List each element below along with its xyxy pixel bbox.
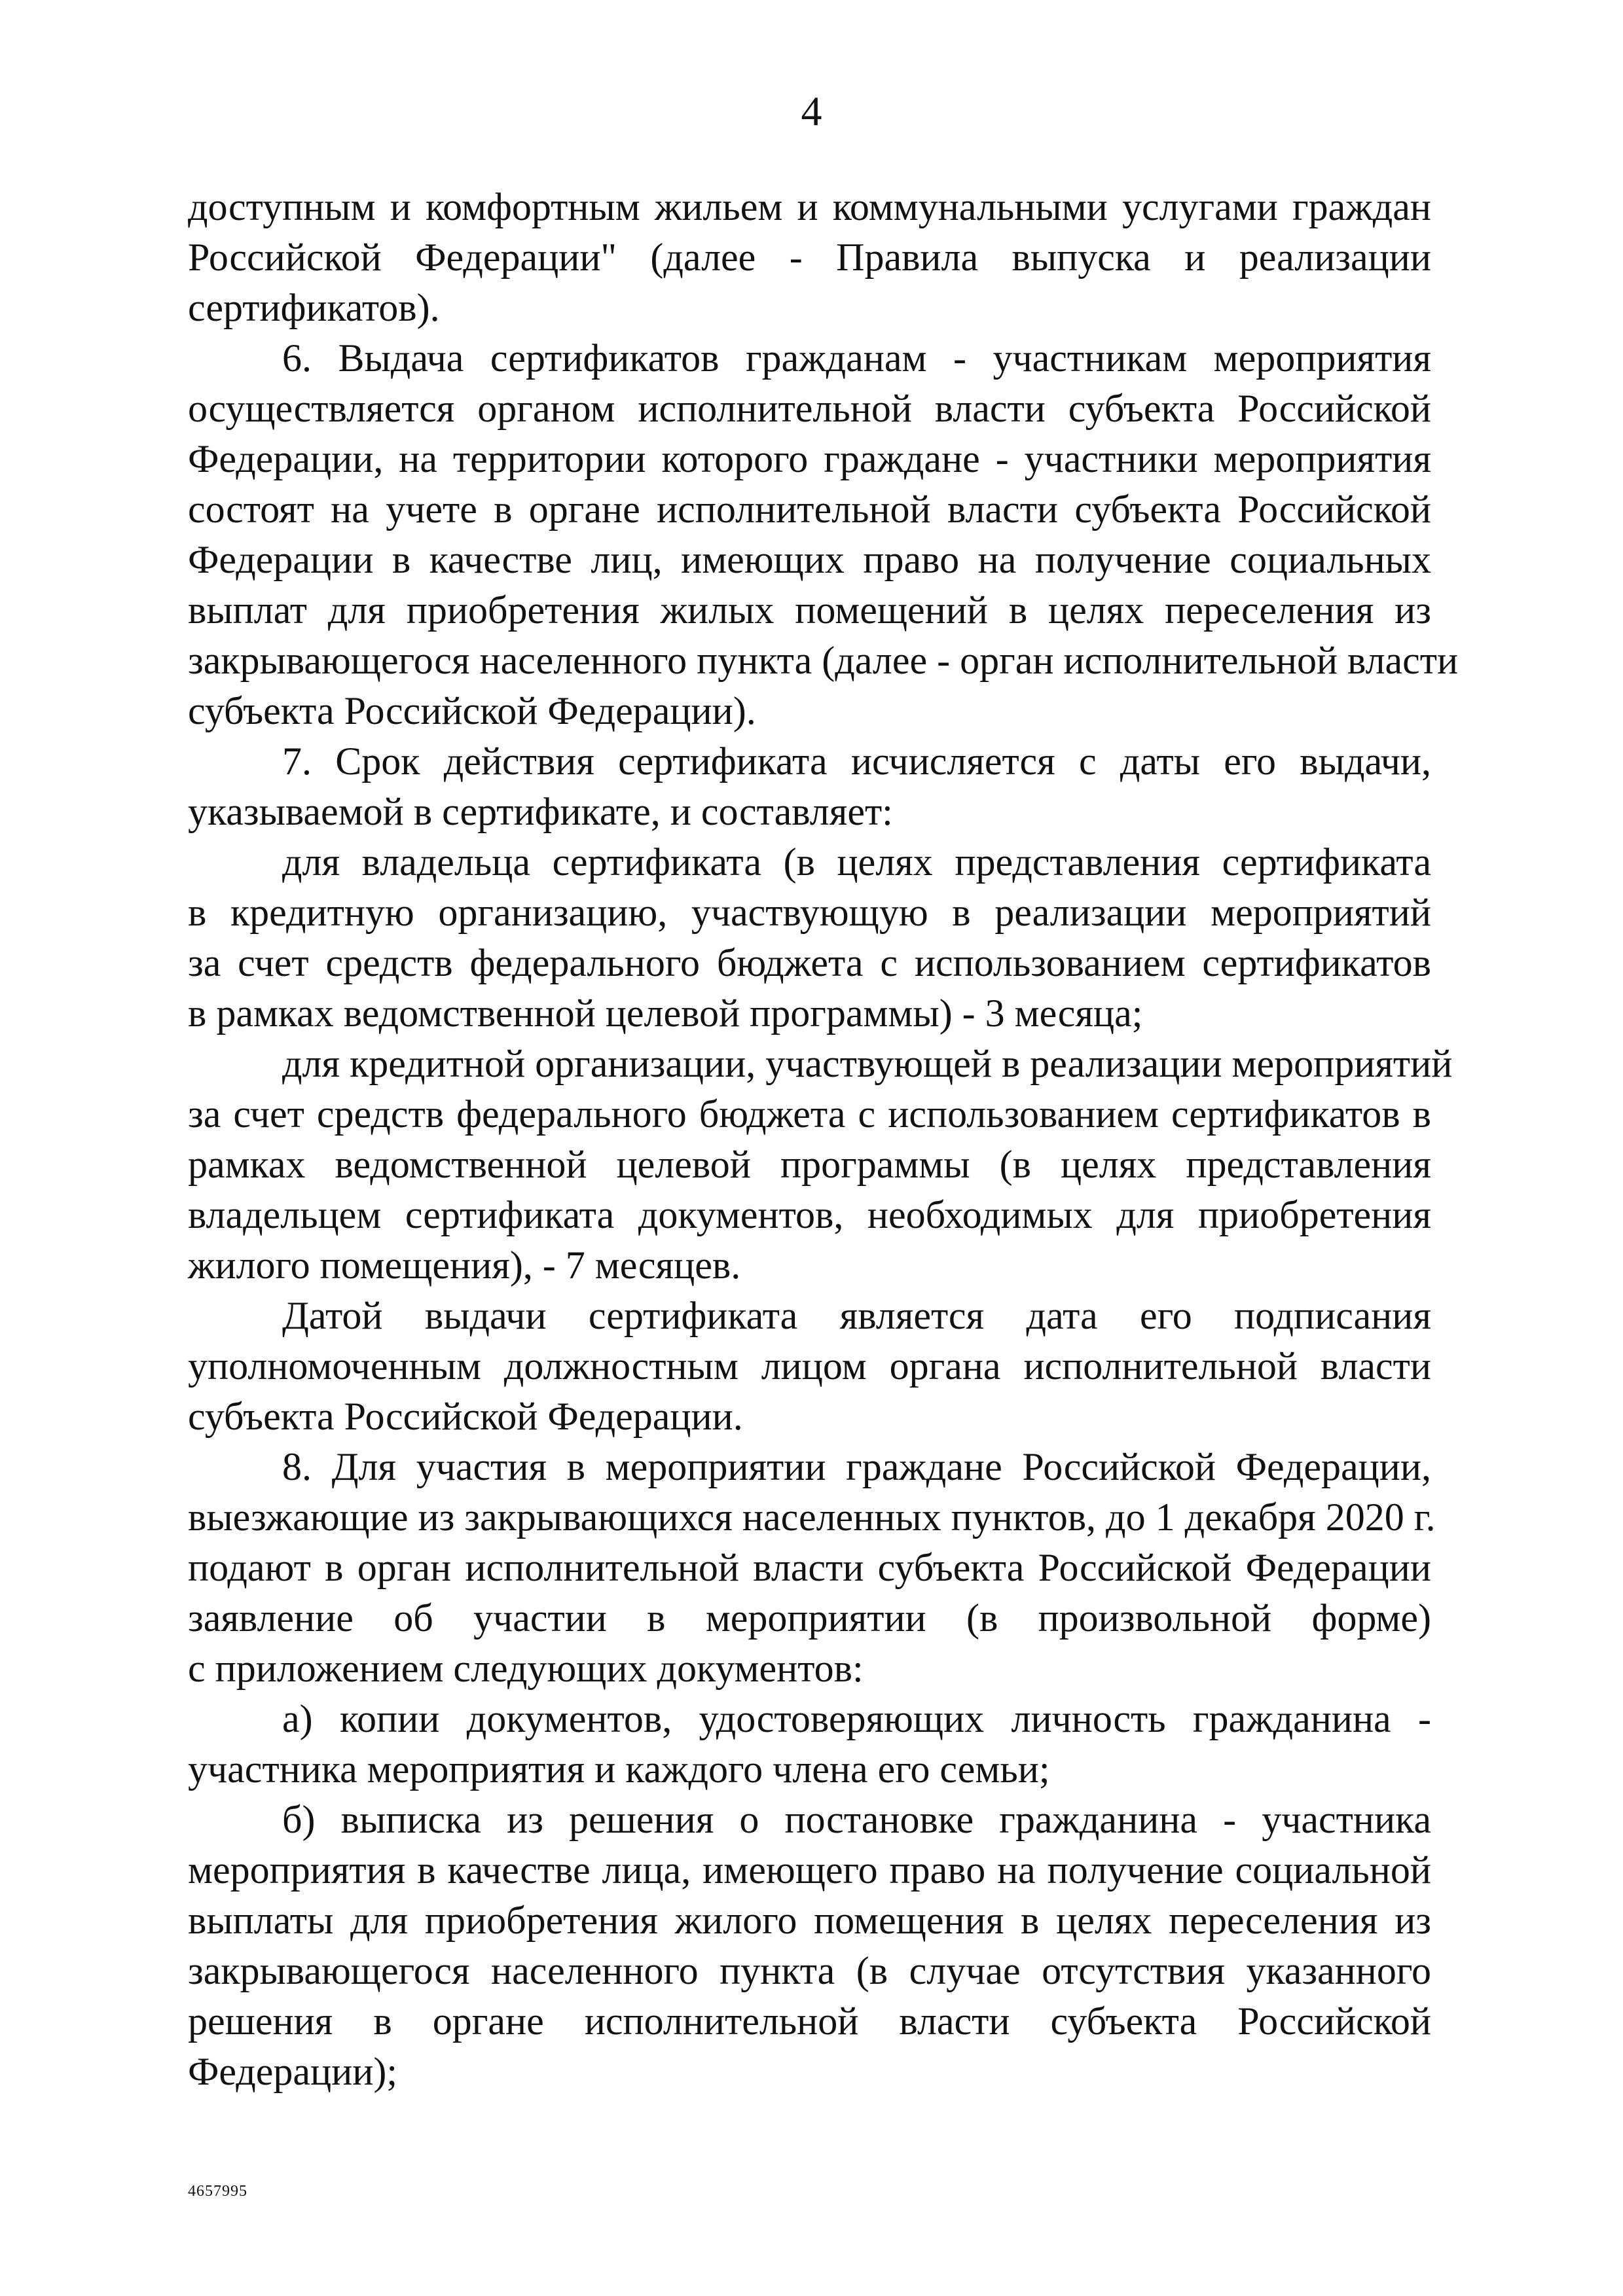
text-line: в кредитную организацию, участвующую в реализации мероприятий (188, 891, 1431, 934)
text-line: субъекта Российской Федерации. (188, 1395, 743, 1438)
text-line: заявление об участии в мероприятии (в произвольной форме) (188, 1596, 1431, 1640)
text-line: доступным и комфортным жильем и коммунальными услугами граждан (188, 185, 1431, 228)
document-id: 4657995 (188, 2183, 247, 2200)
text-line: выплаты для приобретения жилого помещения в целях переселения из (188, 1899, 1431, 1942)
text-line: жилого помещения), - 7 месяцев. (188, 1244, 741, 1287)
text-line: Федерации); (188, 2050, 398, 2093)
text-line: осуществляется органом исполнительной власти субъекта Российской (188, 387, 1431, 430)
text-line: выплат для приобретения жилых помещений в целях переселения из (188, 588, 1431, 632)
paragraph-first-line: для кредитной организации, участвующей в реализации мероприятий (282, 1042, 1453, 1085)
item-b-first-line: б) выписка из решения о постановке гражданина - участника (282, 1798, 1431, 1841)
text-line: субъекта Российской Федерации). (188, 689, 756, 732)
text-line: подают в орган исполнительной власти субъекта Российской Федерации (188, 1546, 1431, 1589)
text-line: участника мероприятия и каждого члена его семьи; (188, 1748, 1050, 1791)
paragraph-7-first-line: 7. Срок действия сертификата исчисляется с даты его выдачи, (282, 740, 1431, 783)
text-line: решения в органе исполнительной власти субъекта Российской (188, 2000, 1431, 2043)
text-line: Федерации в качестве лиц, имеющих право на получение социальных (188, 538, 1431, 581)
item-a-first-line: а) копии документов, удостоверяющих личность гражданина - (282, 1697, 1431, 1740)
text-line: за счет средств федерального бюджета с использованием сертификатов (188, 941, 1431, 984)
text-line: выезжающие из закрывающихся населенных пунктов, до 1 декабря 2020 г. (188, 1496, 1436, 1539)
text-line: в рамках ведомственной целевой программы) - 3 месяца; (188, 992, 1143, 1035)
text-line: рамках ведомственной целевой программы (в целях представления (188, 1143, 1431, 1186)
text-line: мероприятия в качестве лица, имеющего право на получение социальной (188, 1848, 1431, 1892)
page-number: 4 (801, 88, 822, 134)
text-line: с приложением следующих документов: (188, 1647, 864, 1690)
text-line: закрывающегося населенного пункта (в случае отсутствия указанного (188, 1949, 1431, 1992)
text-line: состоят на учете в органе исполнительной власти субъекта Российской (188, 488, 1431, 531)
text-line: владельцем сертификата документов, необходимых для приобретения (188, 1193, 1431, 1236)
text-line: указываемой в сертификате, и составляет: (188, 790, 893, 833)
text-line: за счет средств федерального бюджета с использованием сертификатов в (188, 1092, 1431, 1136)
text-line: уполномоченным должностным лицом органа исполнительной власти (188, 1344, 1431, 1388)
text-line: Федерации, на территории которого граждане - участники мероприятия (188, 437, 1431, 480)
paragraph-first-line: Датой выдачи сертификата является дата его подписания (282, 1294, 1431, 1337)
paragraph-8-first-line: 8. Для участия в мероприятии граждане Российской Федерации, (282, 1445, 1431, 1488)
text-line: закрывающегося населенного пункта (далее - орган исполнительной власти (188, 639, 1459, 682)
text-line: сертификатов). (188, 286, 440, 329)
body-text (188, 182, 1459, 2097)
paragraph-first-line: для владельца сертификата (в целях представления сертификата (282, 840, 1431, 884)
text-line: Российской Федерации" (далее - Правила выпуска и реализации (188, 236, 1431, 279)
paragraph-6-first-line: 6. Выдача сертификатов гражданам - участникам мероприятия (282, 336, 1431, 380)
